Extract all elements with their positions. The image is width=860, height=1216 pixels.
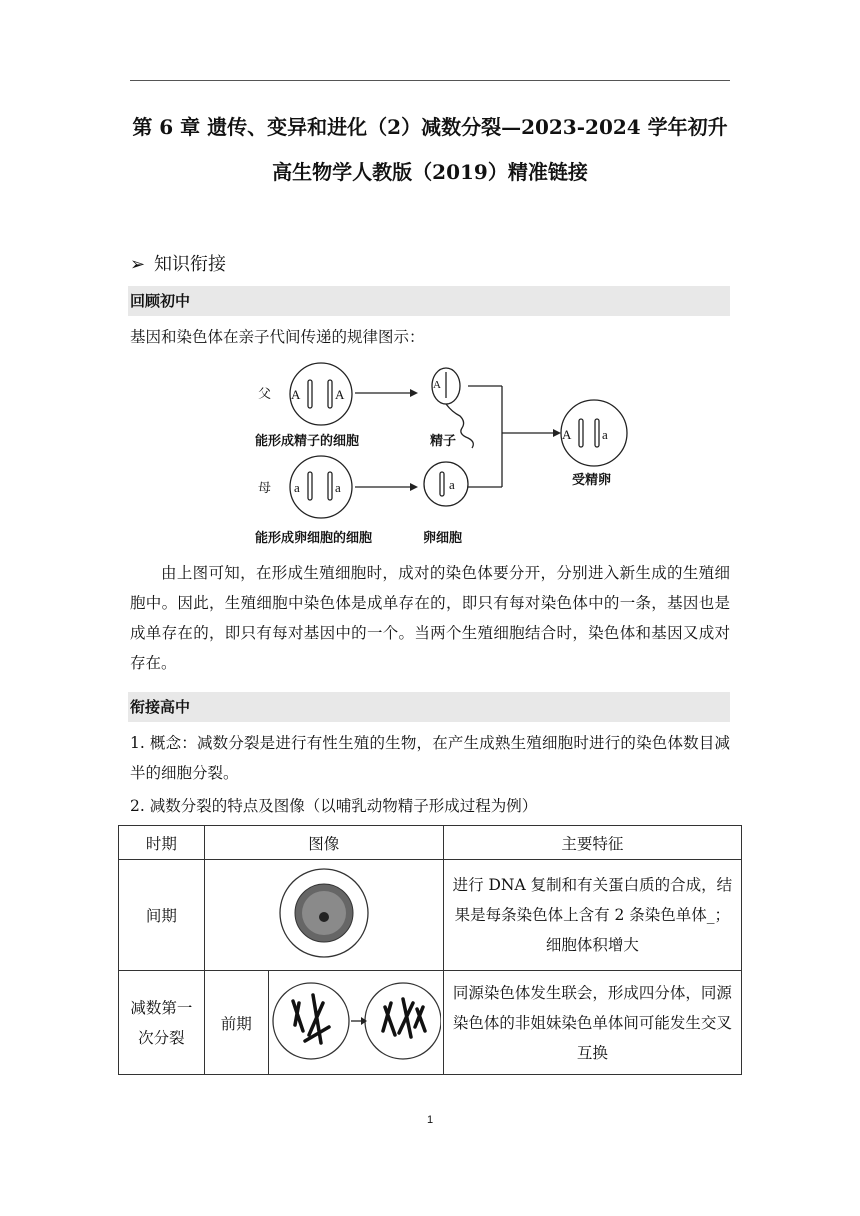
header-period: 时期 [119,826,205,860]
interphase-feature: 进行 DNA 复制和有关蛋白质的合成，结果是每条染色体上含有 2 条染色单体_；细胞体积增大 [443,860,741,971]
page-number: 1 [426,1114,434,1126]
inheritance-diagram [250,358,630,550]
header-rule [130,80,730,81]
section-heading [130,250,226,276]
table-row [119,860,742,971]
features-item: 2. 减数分裂的特点及图像（以哺乳动物精子形成过程为例） [130,797,538,815]
father-cell-caption: 能形成精子的细胞 [255,434,360,449]
document-title-line-1: 第 6 章 遗传、变异和进化（2）减数分裂—2023-2024 学年初升 [132,115,728,139]
band-bridge-senior: 衔接高中 [128,692,730,722]
allele-A-2: A [335,387,345,402]
concept-item: 1. 概念：减数分裂是进行有性生殖的生物，在产生成熟生殖细胞时进行的染色体数目减半的细胞分裂。 [130,734,730,782]
arrow-bullet-icon: ➢ [130,254,146,275]
allele-a-1: a [294,480,300,495]
zygote-allele-a: a [602,427,608,442]
father-label: 父 [258,386,272,401]
zygote-caption: 受精卵 [572,473,612,488]
document-title-line-2: 高生物学人教版（2019）精准链接 [272,160,588,184]
allele-a-2: a [335,480,341,495]
meiosis-table [118,825,742,1075]
intro-text: 基因和染色体在亲子代间传递的规律图示： [130,328,425,346]
egg-allele: a [449,477,455,492]
period-interphase: 间期 [119,860,205,971]
period-meiosis-one: 减数第一次分裂 [119,971,205,1075]
table-row [119,971,742,1075]
prophase-feature: 同源染色体发生联会，形成四分体，同源染色体的非姐妹染色单体间可能发生交叉互换 [443,971,741,1075]
interphase-image [204,860,443,971]
prophase-image [268,971,443,1075]
table-header-row [119,826,742,860]
prophase-cells-icon [271,973,441,1069]
zygote-allele-A: A [562,427,572,442]
interphase-cell-icon [269,865,379,961]
sperm-allele: A [433,379,441,391]
sperm-caption: 精子 [430,434,457,449]
allele-A-1: A [291,387,301,402]
explanation-paragraph: 由上图可知，在形成生殖细胞时，成对的染色体要分开，分别进入新生成的生殖细胞中。因此，生殖细胞中染色体是成单存在的，即只有每对染色体中的一条，基因也是成单存在的，即只有每对基因中的一个。当两个生殖细胞结合时，染色体和基因又成对存在。 [130,564,730,672]
section-heading-text: 知识衔接 [154,254,226,275]
header-image: 图像 [204,826,443,860]
egg-caption: 卵细胞 [423,531,463,546]
subperiod-prophase: 前期 [204,971,268,1075]
header-feature: 主要特征 [443,826,741,860]
band-review-junior: 回顾初中 [128,286,730,316]
mother-cell-caption: 能形成卵细胞的细胞 [255,531,373,546]
mother-label: 母 [258,480,272,495]
